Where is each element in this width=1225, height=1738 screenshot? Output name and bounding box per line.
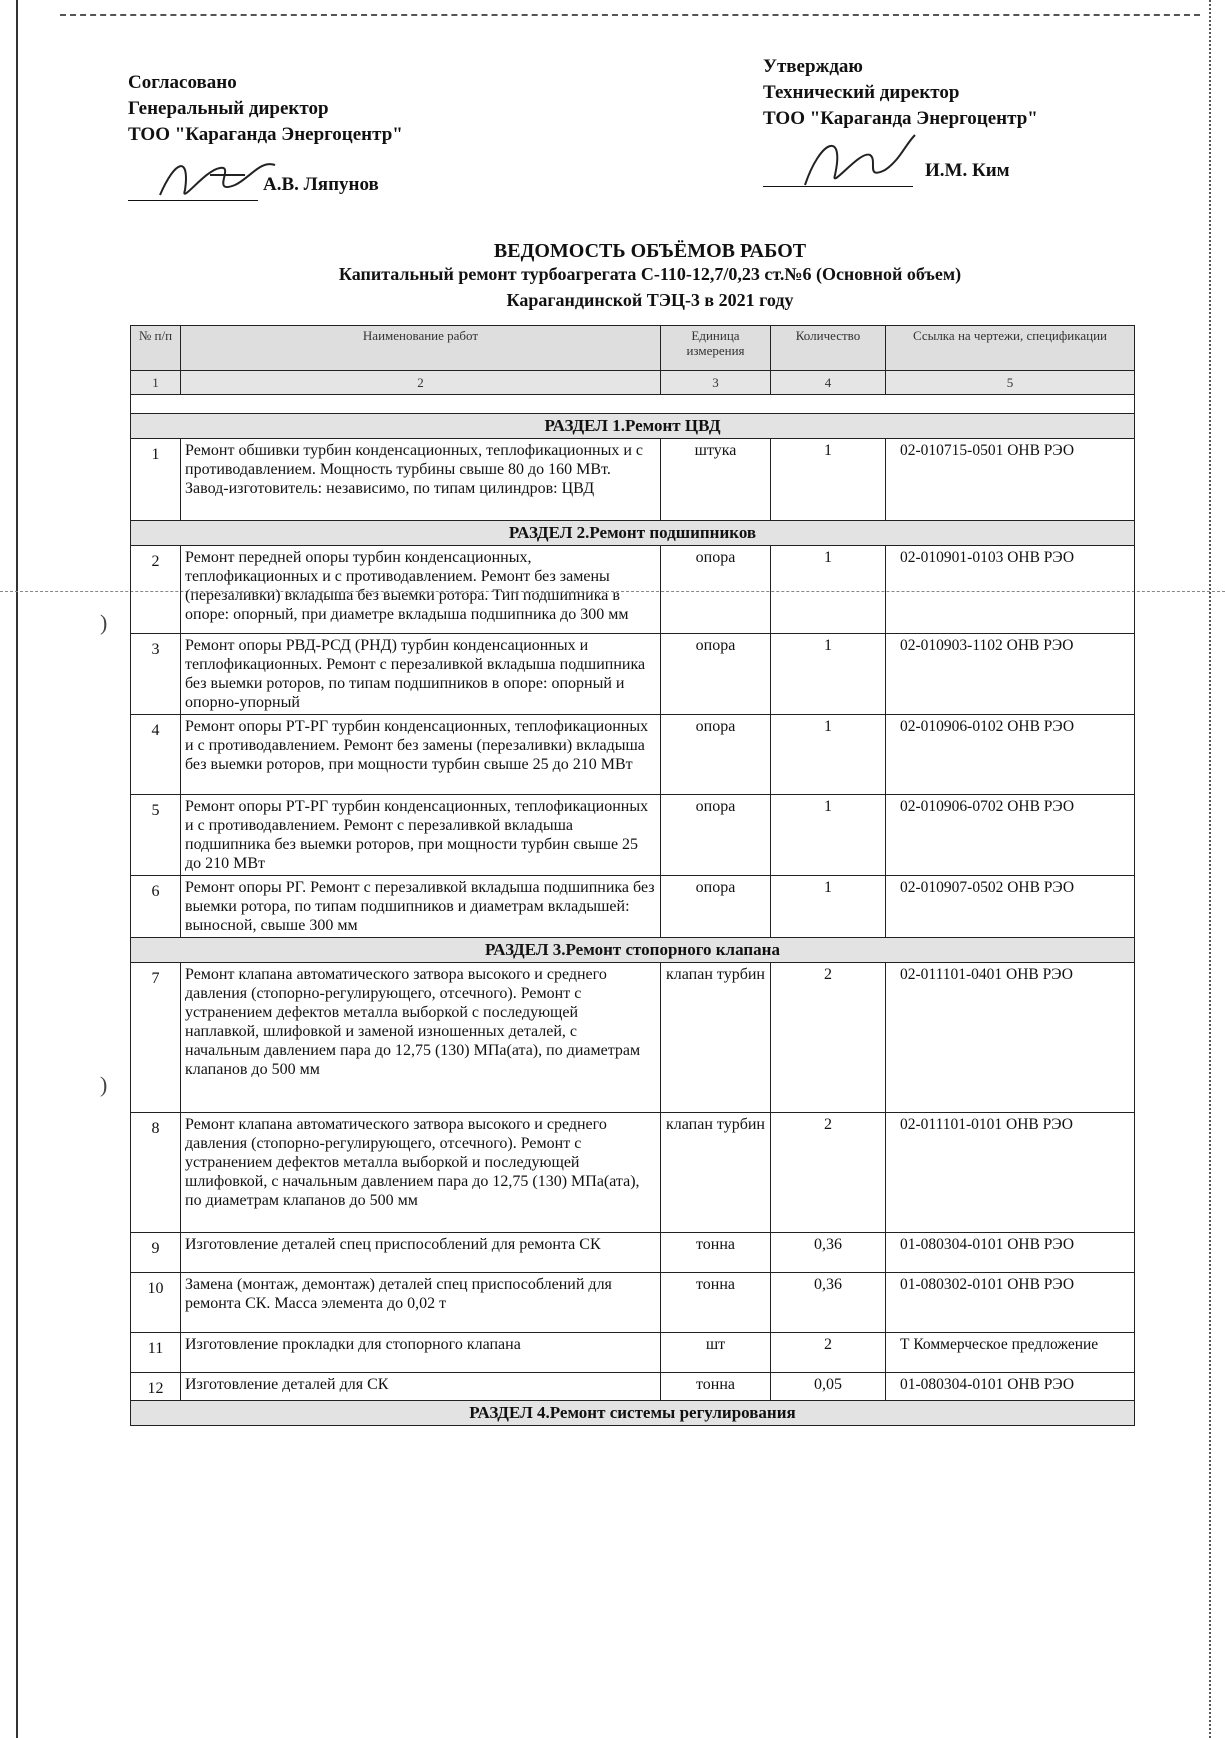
cell-reference: 02-010903-1102 ОНВ РЭО xyxy=(886,634,1135,715)
cell-work-name: Ремонт опоры РВД-РСД (РНД) турбин конденсационных и теплофикационных. Ремонт с перезаливкой вкладыша подшипника без выемки роторов, по типам подшипников в опоре: опорный и опорно-упорный xyxy=(181,634,661,715)
cell-reference: 01-080302-0101 ОНВ РЭО xyxy=(886,1273,1135,1333)
cell-unit: тонна xyxy=(661,1273,771,1333)
cell-work-name: Ремонт опоры РТ-РГ турбин конденсационных, теплофикационных и с противодавлением. Ремонт с перезаливкой вкладыша подшипника без выемки роторов, при мощности турбин свыше 25 до 210 МВт xyxy=(181,795,661,876)
cell-reference: Т Коммерческое предложение xyxy=(886,1333,1135,1373)
approval-company: ТОО "Караганда Энергоцентр" xyxy=(128,124,403,145)
cell-number: 2 xyxy=(131,546,181,634)
cell-reference: 02-011101-0401 ОНВ РЭО xyxy=(886,963,1135,1113)
cell-unit: опора xyxy=(661,876,771,938)
signer-name-left: А.В. Ляпунов xyxy=(263,174,379,195)
approval-heading: Согласовано xyxy=(128,72,237,93)
cell-work-name: Ремонт клапана автоматического затвора высокого и среднего давления (стопорно-регулирующего, отсечного). Ремонт с устранением дефектов металла выборкой и последующей шлифовкой, с начальным давлением пара до 12,75 (130) МПа(ата), по диаметрам клапанов до 500 мм xyxy=(181,1113,661,1233)
cell-quantity: 0,36 xyxy=(771,1273,886,1333)
column-number: 3 xyxy=(661,371,771,395)
cell-work-name: Изготовление деталей спец приспособлений для ремонта СК xyxy=(181,1233,661,1273)
cell-number: 3 xyxy=(131,634,181,715)
section-header-row xyxy=(131,414,1135,439)
cell-unit: тонна xyxy=(661,1373,771,1401)
cell-work-name: Ремонт опоры РГ. Ремонт с перезаливкой вкладыша подшипника без выемки ротора, по типам подшипников и диаметрам вкладышей: выносной, свыше 300 мм xyxy=(181,876,661,938)
cell-reference: 02-010901-0103 ОНВ РЭО xyxy=(886,546,1135,634)
cell-work-name: Ремонт передней опоры турбин конденсационных, теплофикационных и с противодавлением. Ремонт без замены (перезаливки) вкладыша без выемки ротора. Тип подшипника в опоре: опорный, при диаметре вкладыша подшипника до 300 мм xyxy=(181,546,661,634)
approval-block-agreed xyxy=(128,70,403,148)
cell-quantity: 0,36 xyxy=(771,1233,886,1273)
column-number: 4 xyxy=(771,371,886,395)
cell-number: 12 xyxy=(131,1373,181,1401)
table-row xyxy=(131,963,1135,1113)
table-row xyxy=(131,1113,1135,1233)
table-header-row xyxy=(131,326,1135,371)
cell-quantity: 1 xyxy=(771,546,886,634)
signature-line-right xyxy=(763,186,913,187)
table-row xyxy=(131,546,1135,634)
cell-number: 5 xyxy=(131,795,181,876)
cell-work-name: Ремонт опоры РТ-РГ турбин конденсационных, теплофикационных и с противодавлением. Ремонт без замены (перезаливки) вкладыша без выемки роторов, при мощности турбин свыше 25 до 210 МВт xyxy=(181,715,661,795)
cell-work-name: Изготовление деталей для СК xyxy=(181,1373,661,1401)
cell-unit: клапан турбин xyxy=(661,963,771,1113)
cell-number: 11 xyxy=(131,1333,181,1373)
approval-company: ТОО "Караганда Энергоцентр" xyxy=(763,108,1038,129)
cell-reference: 01-080304-0101 ОНВ РЭО xyxy=(886,1373,1135,1401)
cell-work-name: Ремонт клапана автоматического затвора высокого и среднего давления (стопорно-регулирующего, отсечного). Ремонт с устранением дефектов металла выборкой с последующей наплавкой, шлифовкой и заменой изношенных деталей, с начальным давлением пара до 12,75 (130) МПа(ата), по диаметрам клапанов до 500 мм xyxy=(181,963,661,1113)
table-row xyxy=(131,1333,1135,1373)
cell-reference: 01-080304-0101 ОНВ РЭО xyxy=(886,1233,1135,1273)
table-row xyxy=(131,1273,1135,1333)
works-table-body xyxy=(131,326,1135,1426)
cell-quantity: 1 xyxy=(771,634,886,715)
cell-unit: опора xyxy=(661,546,771,634)
table-spacer-row xyxy=(131,395,1135,414)
column-number-row xyxy=(131,371,1135,395)
scan-top-edge xyxy=(60,14,1200,16)
section-title: РАЗДЕЛ 4.Ремонт системы регулирования xyxy=(131,1401,1135,1426)
cell-unit: штука xyxy=(661,439,771,521)
cell-unit: опора xyxy=(661,715,771,795)
cell-quantity: 0,05 xyxy=(771,1373,886,1401)
table-row xyxy=(131,634,1135,715)
approval-block-approved xyxy=(763,54,1038,132)
header-cell-number: № п/п xyxy=(131,326,181,371)
section-header-row xyxy=(131,521,1135,546)
document-title: ВЕДОМОСТЬ ОБЪЁМОВ РАБОТ xyxy=(493,240,807,262)
cell-work-name: Изготовление прокладки для стопорного клапана xyxy=(181,1333,661,1373)
signer-name-right: И.М. Ким xyxy=(925,160,1010,181)
binder-hole-mark: ) xyxy=(100,1072,108,1097)
works-table xyxy=(130,325,1135,1426)
cell-quantity: 2 xyxy=(771,1113,886,1233)
cell-reference: 02-010907-0502 ОНВ РЭО xyxy=(886,876,1135,938)
cell-number: 7 xyxy=(131,963,181,1113)
header-cell-name: Наименование работ xyxy=(181,326,661,371)
cell-number: 4 xyxy=(131,715,181,795)
table-row xyxy=(131,1373,1135,1401)
cell-number: 10 xyxy=(131,1273,181,1333)
cell-number: 6 xyxy=(131,876,181,938)
header-cell-quantity: Количество xyxy=(771,326,886,371)
table-row xyxy=(131,439,1135,521)
cell-quantity: 1 xyxy=(771,715,886,795)
header-cell-reference: Ссылка на чертежи, спецификации xyxy=(886,326,1135,371)
scan-right-edge xyxy=(1208,0,1211,1738)
signature-line-left xyxy=(128,200,258,201)
section-title: РАЗДЕЛ 2.Ремонт подшипников xyxy=(131,521,1135,546)
approval-heading: Утверждаю xyxy=(763,56,863,77)
column-number: 1 xyxy=(131,371,181,395)
cell-reference: 02-010715-0501 ОНВ РЭО xyxy=(886,439,1135,521)
document-subtitle-plant: Карагандинской ТЭЦ-3 в 2021 году xyxy=(506,290,794,310)
column-number: 5 xyxy=(886,371,1135,395)
cell-number: 8 xyxy=(131,1113,181,1233)
cell-unit: тонна xyxy=(661,1233,771,1273)
cell-number: 1 xyxy=(131,439,181,521)
cell-number: 9 xyxy=(131,1233,181,1273)
cell-work-name: Замена (монтаж, демонтаж) деталей спец приспособлений для ремонта СК. Масса элемента до 0,02 т xyxy=(181,1273,661,1333)
cell-quantity: 2 xyxy=(771,963,886,1113)
cell-unit: опора xyxy=(661,634,771,715)
table-row xyxy=(131,1233,1135,1273)
column-number: 2 xyxy=(181,371,661,395)
scan-left-edge xyxy=(16,0,18,1738)
cell-reference: 02-010906-0702 ОНВ РЭО xyxy=(886,795,1135,876)
table-row xyxy=(131,715,1135,795)
header-cell-unit: Единица измерения xyxy=(661,326,771,371)
cell-quantity: 2 xyxy=(771,1333,886,1373)
cell-unit: шт xyxy=(661,1333,771,1373)
section-header-row xyxy=(131,1401,1135,1426)
cell-unit: клапан турбин xyxy=(661,1113,771,1233)
cell-unit: опора xyxy=(661,795,771,876)
approval-position: Генеральный директор xyxy=(128,98,329,119)
section-header-row xyxy=(131,938,1135,963)
document-subtitle: Капитальный ремонт турбоагрегата С-110-12,7/0,23 ст.№6 (Основной объем) xyxy=(338,264,962,284)
cell-quantity: 1 xyxy=(771,876,886,938)
table-row xyxy=(131,876,1135,938)
cell-reference: 02-010906-0102 ОНВ РЭО xyxy=(886,715,1135,795)
binder-hole-mark: ) xyxy=(100,610,108,635)
section-title: РАЗДЕЛ 1.Ремонт ЦВД xyxy=(131,414,1135,439)
section-title: РАЗДЕЛ 3.Ремонт стопорного клапана xyxy=(131,938,1135,963)
cell-work-name: Ремонт обшивки турбин конденсационных, теплофикационных и с противодавлением. Мощность турбины свыше 80 до 160 МВт. Завод-изготовитель: независимо, по типам цилиндров: ЦВД xyxy=(181,439,661,521)
cell-quantity: 1 xyxy=(771,439,886,521)
cell-quantity: 1 xyxy=(771,795,886,876)
cell-reference: 02-011101-0101 ОНВ РЭО xyxy=(886,1113,1135,1233)
approval-position: Технический директор xyxy=(763,82,960,103)
table-row xyxy=(131,795,1135,876)
